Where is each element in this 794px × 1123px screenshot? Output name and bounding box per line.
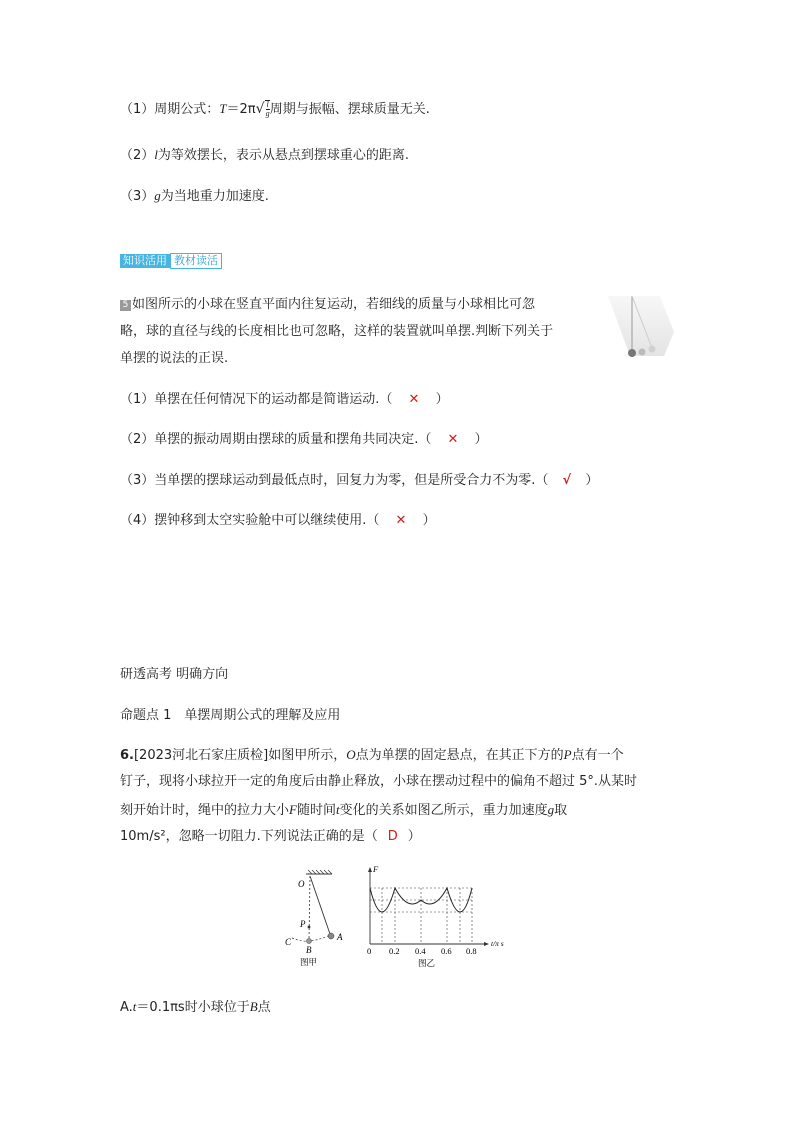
bob-A bbox=[328, 933, 334, 939]
frac-bottom: g bbox=[265, 109, 270, 118]
problem5-line2: 略，球的直径与线的长度相比也可忽略，这样的装置就叫单摆.判断下列关于 bbox=[120, 324, 554, 339]
var-B: B bbox=[249, 999, 258, 1014]
problem6-line1 bbox=[120, 746, 624, 765]
vertical-dashed-line bbox=[309, 876, 310, 940]
nail-point bbox=[308, 926, 311, 929]
y-axis-arrow bbox=[368, 867, 372, 872]
pendulum-sweep-area bbox=[608, 296, 674, 356]
statement-text: （1）单摆在任何情况下的运动都是简谐运动.（ bbox=[120, 392, 393, 407]
formula-line-3 bbox=[120, 187, 269, 206]
statement-2 bbox=[120, 431, 488, 449]
label-P: P bbox=[300, 919, 306, 929]
figure-yi bbox=[360, 864, 520, 970]
statement-1 bbox=[120, 391, 449, 409]
figure-jia bbox=[278, 868, 358, 970]
p6-text: [2023河北石家庄质检]如图甲所示， bbox=[133, 748, 347, 763]
item2-prefix: （2） bbox=[120, 148, 155, 163]
tick-0.6: 0.6 bbox=[441, 946, 452, 956]
pendulum-bob-ghost bbox=[639, 349, 646, 356]
option-text: ＝0.1πs时小球位于 bbox=[136, 1000, 250, 1015]
ceiling-hatch bbox=[308, 870, 332, 874]
sqrt-symbol: √ bbox=[255, 101, 265, 117]
var-g: g bbox=[154, 188, 161, 203]
item1-suffix: 周期与振幅、摆球质量无关. bbox=[269, 102, 430, 117]
option-a bbox=[120, 998, 271, 1017]
var-F: F bbox=[289, 802, 297, 817]
var-t: t bbox=[335, 802, 340, 817]
statement-close: ） bbox=[435, 392, 449, 407]
item3-prefix: （3） bbox=[120, 189, 155, 204]
statement-close: ） bbox=[585, 473, 599, 488]
var-T: T bbox=[219, 101, 227, 116]
statement-4 bbox=[120, 512, 436, 530]
statement-text: （4）摆钟移到太空实验舱中可以继续使用.（ bbox=[120, 513, 380, 528]
tag-textbook: 教材读活 bbox=[170, 253, 222, 269]
statement-text: （3）当单摆的摆球运动到最低点时，回复力为零，但是所受合力不为零.（ bbox=[120, 473, 549, 488]
tag-knowledge: 知识活用 bbox=[120, 254, 170, 268]
label-O: O bbox=[298, 879, 305, 889]
tick-0.2: 0.2 bbox=[389, 946, 400, 956]
problem5-line3: 单摆的说法的正误. bbox=[120, 351, 229, 366]
answer-mark: D bbox=[387, 829, 398, 844]
p6-text: 随时间 bbox=[296, 803, 336, 818]
statement-close: ） bbox=[422, 513, 436, 528]
check-mark: √ bbox=[562, 473, 572, 488]
p6-text: 变化的关系如图乙所示，重力加速度 bbox=[339, 803, 548, 818]
frac-top: l bbox=[266, 100, 269, 109]
tick-0.8: 0.8 bbox=[466, 946, 477, 956]
label-F: F bbox=[373, 864, 379, 874]
grid-lines bbox=[370, 888, 472, 944]
p6-text: 点有一个 bbox=[571, 748, 624, 763]
label-C: C bbox=[285, 937, 292, 947]
statement-close: ） bbox=[474, 432, 488, 447]
pendulum-string bbox=[310, 876, 330, 934]
label-B: B bbox=[306, 945, 312, 955]
tick-0: 0 bbox=[367, 946, 372, 956]
section-heading: 研透高考 明确方向 bbox=[120, 667, 229, 682]
p6-text: 10m/s²，忽略一切阻力.下列说法正确的是（ bbox=[120, 829, 378, 844]
item2-text: 为等效摆长，表示从悬点到摆球重心的距离. bbox=[157, 148, 410, 163]
caption-jia: 图甲 bbox=[300, 958, 318, 968]
cross-mark: ✕ bbox=[408, 392, 420, 407]
x-axis-arrow bbox=[484, 942, 489, 946]
item3-text: 为当地重力加速度. bbox=[160, 189, 269, 204]
problem6-line4 bbox=[120, 828, 421, 846]
p5-text-1: 如图所示的小球在竖直平面内往复运动，若细线的质量与小球相比可忽 bbox=[132, 297, 536, 312]
var-P: P bbox=[563, 747, 572, 762]
formula-line-2 bbox=[120, 146, 409, 165]
var-t: t bbox=[132, 999, 137, 1014]
item1-prefix: （1）周期公式： bbox=[120, 102, 220, 117]
formula-line-1 bbox=[120, 100, 430, 119]
pendulum-image bbox=[600, 292, 676, 360]
tick-0.4: 0.4 bbox=[415, 946, 426, 956]
problem-number-badge: 5 bbox=[120, 300, 131, 311]
label-A: A bbox=[337, 932, 343, 942]
p6-text: 刻开始计时，绳中的拉力大小 bbox=[120, 803, 290, 818]
option-text: 点 bbox=[257, 1000, 271, 1015]
problem6-line3 bbox=[120, 801, 567, 820]
item1-eq: ＝2π bbox=[226, 102, 256, 117]
problem6-line2: 钉子，现将小球拉开一定的角度后由静止释放，小球在摆动过程中的偏角不超过 5°.从某时 bbox=[120, 774, 638, 789]
option-letter: A. bbox=[120, 1000, 133, 1015]
problem-number: 6. bbox=[120, 748, 134, 763]
statement-text: （2）单摆的振动周期由摆球的质量和摆角共同决定.（ bbox=[120, 432, 432, 447]
cross-mark: ✕ bbox=[395, 513, 407, 528]
var-g: g bbox=[547, 802, 555, 817]
tag-group bbox=[120, 249, 222, 269]
caption-yi: 图乙 bbox=[418, 959, 436, 969]
p6-text: 取 bbox=[554, 803, 568, 818]
var-l: l bbox=[154, 147, 158, 162]
pendulum-bob bbox=[628, 349, 636, 357]
statement-3 bbox=[120, 472, 598, 490]
section-subheading: 命题点 1 单摆周期公式的理解及应用 bbox=[120, 708, 341, 723]
p6-text: ） bbox=[407, 829, 421, 844]
p6-text: 点为单摆的固定悬点，在其正下方的 bbox=[355, 748, 564, 763]
x-axis-label: t/π s bbox=[491, 939, 504, 948]
pendulum-bob-ghost bbox=[649, 346, 656, 353]
var-O: O bbox=[346, 747, 356, 762]
problem5-line1 bbox=[120, 296, 535, 314]
bob-B bbox=[307, 939, 312, 944]
cross-mark: ✕ bbox=[447, 432, 459, 447]
